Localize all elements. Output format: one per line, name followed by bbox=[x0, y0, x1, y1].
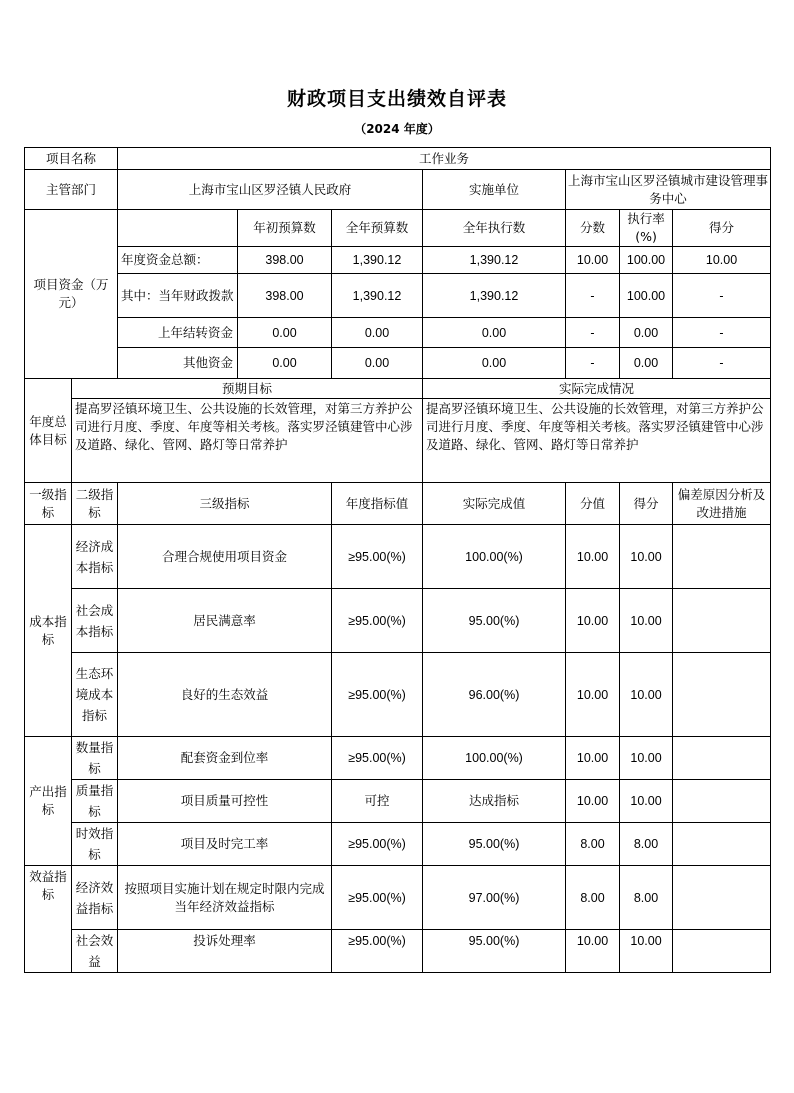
target-cell: 可控 bbox=[332, 780, 423, 823]
funds-cell-weight: - bbox=[566, 348, 620, 379]
funds-cell-rate: 0.00 bbox=[620, 348, 673, 379]
weight-cell: 8.00 bbox=[566, 823, 620, 866]
goals-actual-header: 实际完成情况 bbox=[423, 379, 771, 399]
target-cell: ≥95.00(%) bbox=[332, 866, 423, 930]
score-cell: 10.00 bbox=[620, 589, 673, 653]
impl-label: 实施单位 bbox=[423, 170, 566, 210]
target-cell: ≥95.00(%) bbox=[332, 525, 423, 589]
deviation-cell bbox=[673, 589, 771, 653]
funds-cell-weight: - bbox=[566, 274, 620, 318]
funds-cell-rate: 100.00 bbox=[620, 274, 673, 318]
actual-cell: 95.00(%) bbox=[423, 589, 566, 653]
score-cell: 8.00 bbox=[620, 823, 673, 866]
funds-cell-weight: - bbox=[566, 318, 620, 348]
actual-cell: 100.00(%) bbox=[423, 525, 566, 589]
weight-cell: 10.00 bbox=[566, 589, 620, 653]
funds-header-initial: 年初预算数 bbox=[238, 210, 332, 247]
level3-cell: 合理合规使用项目资金 bbox=[118, 525, 332, 589]
weight-cell: 8.00 bbox=[566, 866, 620, 930]
ind-header-target: 年度指标值 bbox=[332, 483, 423, 525]
page-title: 财政项目支出绩效自评表 bbox=[286, 88, 507, 110]
funds-row-label: 其中：当年财政拨款 bbox=[118, 274, 238, 318]
benefit-indicator-label: 效益指标 bbox=[25, 866, 72, 973]
weight-cell: 10.00 bbox=[566, 525, 620, 589]
funds-cell-initial: 398.00 bbox=[238, 247, 332, 274]
goals-label: 年度总体目标 bbox=[25, 379, 72, 483]
project-name-label: 项目名称 bbox=[25, 148, 118, 170]
weight-cell: 10.00 bbox=[566, 653, 620, 737]
funds-header-annual: 全年预算数 bbox=[332, 210, 423, 247]
score-cell: 10.00 bbox=[620, 930, 673, 973]
funds-label: 项目资金（万元） bbox=[25, 210, 118, 379]
funds-cell-weight: 10.00 bbox=[566, 247, 620, 274]
target-cell: ≥95.00(%) bbox=[332, 737, 423, 780]
deviation-cell bbox=[673, 823, 771, 866]
level2-cell: 经济效益指标 bbox=[72, 866, 118, 930]
weight-cell: 10.00 bbox=[566, 780, 620, 823]
funds-header-blank bbox=[118, 210, 238, 247]
score-cell: 10.00 bbox=[620, 737, 673, 780]
actual-cell: 达成指标 bbox=[423, 780, 566, 823]
output-indicator-label: 产出指标 bbox=[25, 737, 72, 866]
deviation-cell bbox=[673, 930, 771, 973]
level3-cell: 居民满意率 bbox=[118, 589, 332, 653]
score-cell: 10.00 bbox=[620, 780, 673, 823]
performance-table bbox=[24, 147, 771, 973]
level2-cell: 质量指标 bbox=[72, 780, 118, 823]
funds-cell-executed: 0.00 bbox=[423, 348, 566, 379]
score-cell: 8.00 bbox=[620, 866, 673, 930]
funds-cell-initial: 398.00 bbox=[238, 274, 332, 318]
level3-cell: 项目及时完工率 bbox=[118, 823, 332, 866]
impl-value: 上海市宝山区罗泾镇城市建设管理事务中心 bbox=[566, 170, 771, 210]
funds-row-label: 上年结转资金 bbox=[118, 318, 238, 348]
funds-cell-executed: 1,390.12 bbox=[423, 274, 566, 318]
actual-cell: 100.00(%) bbox=[423, 737, 566, 780]
ind-header-deviation: 偏差原因分析及改进措施 bbox=[673, 483, 771, 525]
deviation-cell bbox=[673, 653, 771, 737]
funds-row-label: 年度资金总额： bbox=[118, 247, 238, 274]
funds-cell-score: - bbox=[673, 318, 771, 348]
ind-header-actual: 实际完成值 bbox=[423, 483, 566, 525]
funds-cell-rate: 0.00 bbox=[620, 318, 673, 348]
funds-cell-score: - bbox=[673, 348, 771, 379]
level3-cell: 按照项目实施计划在规定时限内完成当年经济效益指标 bbox=[118, 866, 332, 930]
deviation-cell bbox=[673, 737, 771, 780]
funds-cell-rate: 100.00 bbox=[620, 247, 673, 274]
level2-cell: 时效指标 bbox=[72, 823, 118, 866]
year-subtitle: （2024 年度） bbox=[354, 122, 440, 136]
funds-cell-initial: 0.00 bbox=[238, 318, 332, 348]
target-cell: ≥95.00(%) bbox=[332, 653, 423, 737]
level2-cell: 生态环境成本指标 bbox=[72, 653, 118, 737]
actual-cell: 95.00(%) bbox=[423, 823, 566, 866]
funds-cell-score: 10.00 bbox=[673, 247, 771, 274]
target-cell: ≥95.00(%) bbox=[332, 823, 423, 866]
funds-header-score: 得分 bbox=[673, 210, 771, 247]
level3-cell: 投诉处理率 bbox=[118, 930, 332, 973]
funds-cell-annual: 0.00 bbox=[332, 348, 423, 379]
actual-cell: 95.00(%) bbox=[423, 930, 566, 973]
ind-header-level3: 三级指标 bbox=[118, 483, 332, 525]
score-cell: 10.00 bbox=[620, 653, 673, 737]
target-cell: ≥95.00(%) bbox=[332, 589, 423, 653]
level3-cell: 项目质量可控性 bbox=[118, 780, 332, 823]
actual-cell: 96.00(%) bbox=[423, 653, 566, 737]
goals-actual-text: 提高罗泾镇环境卫生、公共设施的长效管理，对第三方养护公司进行月度、季度、年度等相关考核。落实罗泾镇建管中心涉及道路、绿化、管网、路灯等日常养护 bbox=[423, 399, 771, 483]
funds-cell-annual: 1,390.12 bbox=[332, 274, 423, 318]
ind-header-weight: 分值 bbox=[566, 483, 620, 525]
cost-indicator-label: 成本指标 bbox=[25, 525, 72, 737]
funds-row-label: 其他资金 bbox=[118, 348, 238, 379]
level2-cell: 经济成本指标 bbox=[72, 525, 118, 589]
level2-cell: 社会效益 bbox=[72, 930, 118, 973]
weight-cell: 10.00 bbox=[566, 930, 620, 973]
funds-cell-executed: 1,390.12 bbox=[423, 247, 566, 274]
target-cell: ≥95.00(%) bbox=[332, 930, 423, 973]
level3-cell: 配套资金到位率 bbox=[118, 737, 332, 780]
deviation-cell bbox=[673, 525, 771, 589]
level3-cell: 良好的生态效益 bbox=[118, 653, 332, 737]
dept-label: 主管部门 bbox=[25, 170, 118, 210]
actual-cell: 97.00(%) bbox=[423, 866, 566, 930]
deviation-cell bbox=[673, 866, 771, 930]
funds-cell-initial: 0.00 bbox=[238, 348, 332, 379]
score-cell: 10.00 bbox=[620, 525, 673, 589]
goals-expected-header: 预期目标 bbox=[72, 379, 423, 399]
funds-header-executed: 全年执行数 bbox=[423, 210, 566, 247]
dept-value: 上海市宝山区罗泾镇人民政府 bbox=[118, 170, 423, 210]
deviation-cell bbox=[673, 780, 771, 823]
funds-header-rate: 执行率(%) bbox=[620, 210, 673, 247]
ind-header-score: 得分 bbox=[620, 483, 673, 525]
ind-header-level2: 二级指标 bbox=[72, 483, 118, 525]
level2-cell: 社会成本指标 bbox=[72, 589, 118, 653]
ind-header-level1: 一级指标 bbox=[25, 483, 72, 525]
funds-header-weight: 分数 bbox=[566, 210, 620, 247]
funds-cell-executed: 0.00 bbox=[423, 318, 566, 348]
funds-cell-annual: 1,390.12 bbox=[332, 247, 423, 274]
funds-cell-score: - bbox=[673, 274, 771, 318]
goals-expected-text: 提高罗泾镇环境卫生、公共设施的长效管理，对第三方养护公司进行月度、季度、年度等相关考核。落实罗泾镇建管中心涉及道路、绿化、管网、路灯等日常养护 bbox=[72, 399, 423, 483]
funds-cell-annual: 0.00 bbox=[332, 318, 423, 348]
level2-cell: 数量指标 bbox=[72, 737, 118, 780]
project-name-value: 工作业务 bbox=[118, 148, 771, 170]
weight-cell: 10.00 bbox=[566, 737, 620, 780]
